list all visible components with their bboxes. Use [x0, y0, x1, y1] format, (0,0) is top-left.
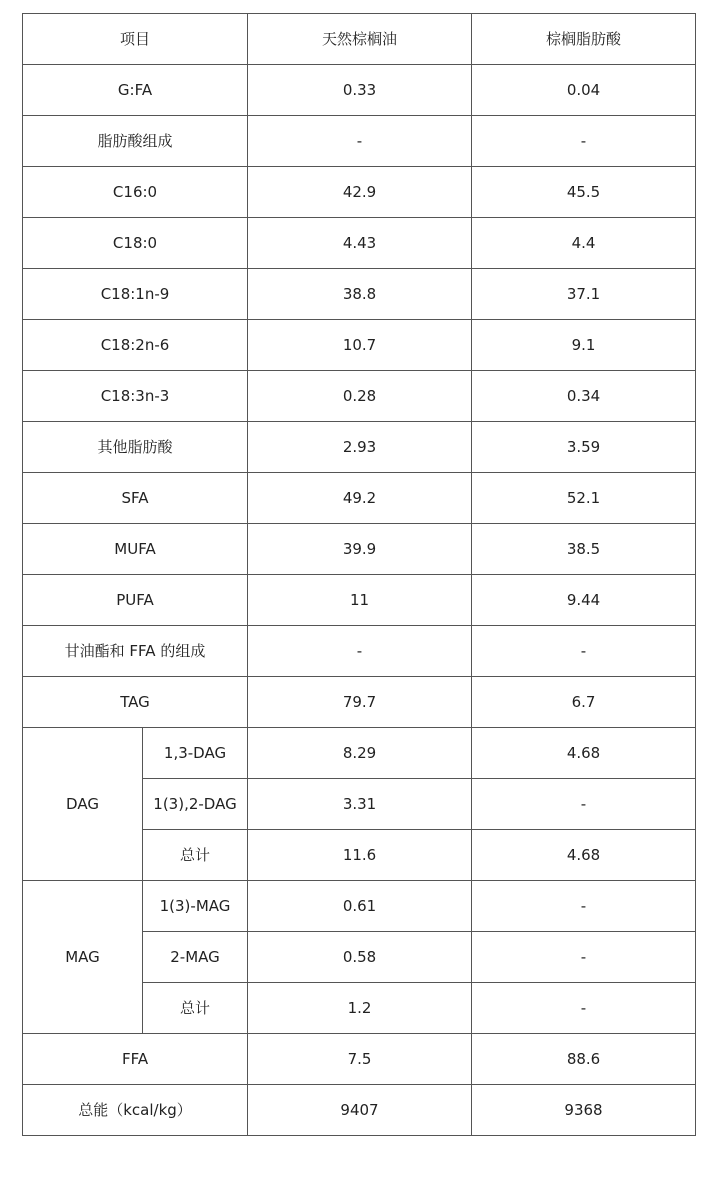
fatty-value: - — [472, 932, 696, 983]
table-row — [23, 371, 696, 422]
table-row — [23, 1034, 696, 1085]
natural-value: 38.8 — [248, 269, 472, 320]
sub-row-label: 1(3)-MAG — [143, 881, 248, 932]
header-palm-fatty-acid: 棕榈脂肪酸 — [472, 14, 696, 65]
row-label: C16:0 — [23, 167, 248, 218]
natural-value: 42.9 — [248, 167, 472, 218]
fatty-value: 9368 — [472, 1085, 696, 1136]
fatty-value: 4.4 — [472, 218, 696, 269]
composition-table — [22, 13, 696, 1136]
natural-value: 39.9 — [248, 524, 472, 575]
natural-value: 0.58 — [248, 932, 472, 983]
fatty-value: 9.44 — [472, 575, 696, 626]
fatty-value: 0.34 — [472, 371, 696, 422]
table-row — [23, 167, 696, 218]
row-label: C18:3n-3 — [23, 371, 248, 422]
natural-value: - — [248, 626, 472, 677]
fatty-value: - — [472, 983, 696, 1034]
fatty-value: 0.04 — [472, 65, 696, 116]
natural-value: 79.7 — [248, 677, 472, 728]
fatty-value: - — [472, 626, 696, 677]
row-label: TAG — [23, 677, 248, 728]
fatty-value: - — [472, 881, 696, 932]
natural-value: 9407 — [248, 1085, 472, 1136]
row-label: C18:0 — [23, 218, 248, 269]
natural-value: 0.33 — [248, 65, 472, 116]
row-label: 脂肪酸组成 — [23, 116, 248, 167]
row-label: 总能（kcal/kg） — [23, 1085, 248, 1136]
header-item: 项目 — [23, 14, 248, 65]
sub-row-label: 总计 — [143, 983, 248, 1034]
table-row — [23, 524, 696, 575]
table-row — [23, 65, 696, 116]
table-row — [23, 422, 696, 473]
sub-row-label: 2-MAG — [143, 932, 248, 983]
fatty-value: 52.1 — [472, 473, 696, 524]
table-row — [23, 677, 696, 728]
table-row — [23, 116, 696, 167]
fatty-value: 38.5 — [472, 524, 696, 575]
table-header-row — [23, 14, 696, 65]
dag-group-label: DAG — [23, 728, 143, 881]
table-row — [23, 269, 696, 320]
natural-value: 11.6 — [248, 830, 472, 881]
sub-row-label: 总计 — [143, 830, 248, 881]
sub-row-label: 1,3-DAG — [143, 728, 248, 779]
natural-value: - — [248, 116, 472, 167]
natural-value: 7.5 — [248, 1034, 472, 1085]
natural-value: 2.93 — [248, 422, 472, 473]
row-label: SFA — [23, 473, 248, 524]
natural-value: 49.2 — [248, 473, 472, 524]
natural-value: 3.31 — [248, 779, 472, 830]
row-label: FFA — [23, 1034, 248, 1085]
fatty-value: 45.5 — [472, 167, 696, 218]
row-label: 其他脂肪酸 — [23, 422, 248, 473]
natural-value: 1.2 — [248, 983, 472, 1034]
row-label: G:FA — [23, 65, 248, 116]
fatty-value: - — [472, 116, 696, 167]
mag-group-label: MAG — [23, 881, 143, 1034]
table-row — [23, 626, 696, 677]
row-label: MUFA — [23, 524, 248, 575]
row-label: C18:2n-6 — [23, 320, 248, 371]
table-row — [23, 473, 696, 524]
table-row — [23, 320, 696, 371]
fatty-value: 4.68 — [472, 830, 696, 881]
natural-value: 4.43 — [248, 218, 472, 269]
fatty-value: 4.68 — [472, 728, 696, 779]
natural-value: 11 — [248, 575, 472, 626]
natural-value: 0.28 — [248, 371, 472, 422]
table-row — [23, 881, 696, 932]
row-label: C18:1n-9 — [23, 269, 248, 320]
fatty-value: 37.1 — [472, 269, 696, 320]
header-natural-palm-oil: 天然棕榈油 — [248, 14, 472, 65]
table-row — [23, 218, 696, 269]
natural-value: 8.29 — [248, 728, 472, 779]
fatty-value: - — [472, 779, 696, 830]
table-row — [23, 1085, 696, 1136]
fatty-value: 3.59 — [472, 422, 696, 473]
table-row — [23, 575, 696, 626]
sub-row-label: 1(3),2-DAG — [143, 779, 248, 830]
fatty-value: 6.7 — [472, 677, 696, 728]
row-label: 甘油酯和 FFA 的组成 — [23, 626, 248, 677]
table-row — [23, 728, 696, 779]
fatty-value: 9.1 — [472, 320, 696, 371]
row-label: PUFA — [23, 575, 248, 626]
natural-value: 10.7 — [248, 320, 472, 371]
natural-value: 0.61 — [248, 881, 472, 932]
fatty-value: 88.6 — [472, 1034, 696, 1085]
